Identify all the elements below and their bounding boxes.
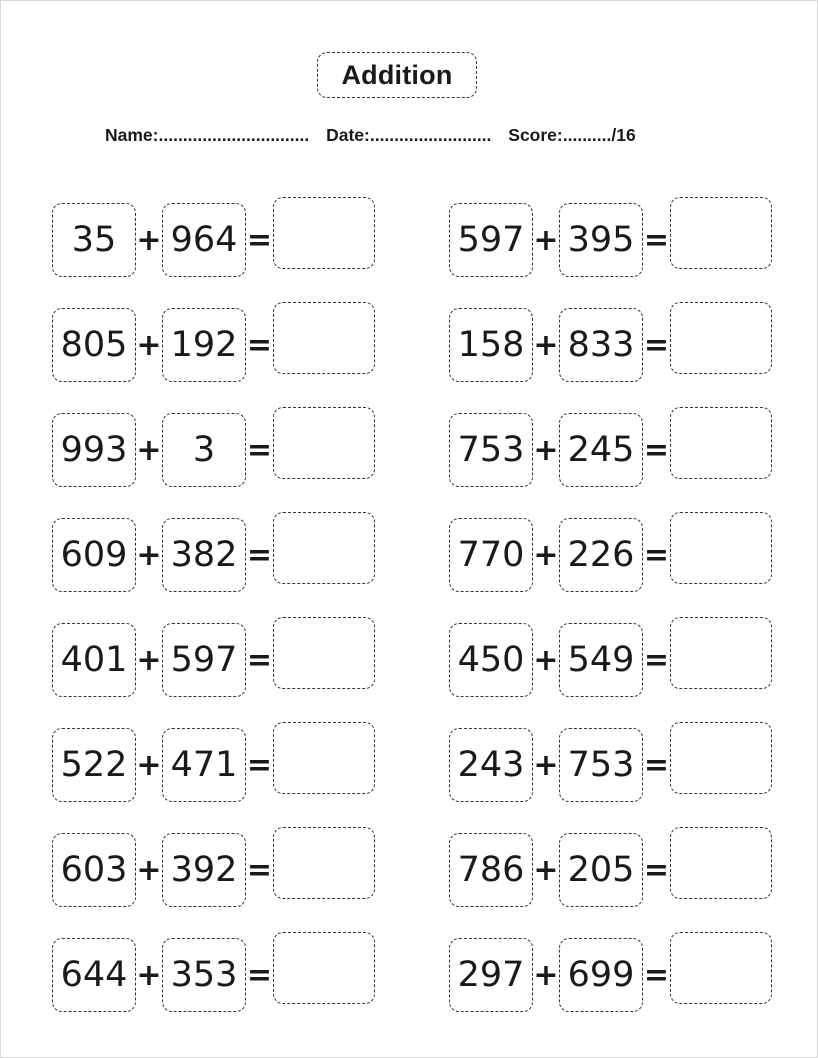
addend-box: 699: [559, 938, 643, 1012]
addend-box: 805: [52, 308, 136, 382]
addend-box: 243: [449, 728, 533, 802]
addend-box: 549: [559, 623, 643, 697]
addend-box: 609: [52, 518, 136, 592]
plus-sign: +: [136, 327, 162, 363]
addend-box: 158: [449, 308, 533, 382]
plus-sign: +: [136, 747, 162, 783]
worksheet-title-text: Addition: [341, 59, 453, 90]
addend-box: 522: [52, 728, 136, 802]
student-info-line: [105, 125, 745, 146]
equals-sign: =: [246, 852, 273, 888]
equals-sign: =: [643, 432, 670, 468]
addend-box: 450: [449, 623, 533, 697]
plus-sign: +: [533, 642, 559, 678]
answer-box[interactable]: [273, 827, 375, 899]
answer-box[interactable]: [670, 617, 772, 689]
addend-box: 3: [162, 413, 246, 487]
addend-box: 753: [449, 413, 533, 487]
addend-box: 993: [52, 413, 136, 487]
plus-sign: +: [533, 537, 559, 573]
addend-box: 753: [559, 728, 643, 802]
equals-sign: =: [246, 747, 273, 783]
score-field[interactable]: Score:........../16: [508, 125, 636, 145]
addend-box: 603: [52, 833, 136, 907]
answer-box[interactable]: [670, 407, 772, 479]
answer-box[interactable]: [273, 302, 375, 374]
plus-sign: +: [533, 957, 559, 993]
equals-sign: =: [643, 747, 670, 783]
plus-sign: +: [136, 222, 162, 258]
equals-sign: =: [643, 222, 670, 258]
addend-box: 205: [559, 833, 643, 907]
answer-box[interactable]: [670, 512, 772, 584]
date-field[interactable]: Date:.........................: [326, 125, 492, 145]
equals-sign: =: [246, 537, 273, 573]
equals-sign: =: [643, 537, 670, 573]
addend-box: 833: [559, 308, 643, 382]
addend-box: 786: [449, 833, 533, 907]
addend-box: 35: [52, 203, 136, 277]
plus-sign: +: [533, 222, 559, 258]
answer-box[interactable]: [273, 197, 375, 269]
addend-box: 395: [559, 203, 643, 277]
addend-box: 644: [52, 938, 136, 1012]
equals-sign: =: [246, 432, 273, 468]
addend-box: 353: [162, 938, 246, 1012]
addend-box: 382: [162, 518, 246, 592]
plus-sign: +: [533, 852, 559, 888]
addend-box: 297: [449, 938, 533, 1012]
equals-sign: =: [643, 957, 670, 993]
addend-box: 401: [52, 623, 136, 697]
plus-sign: +: [136, 852, 162, 888]
plus-sign: +: [136, 432, 162, 468]
plus-sign: +: [533, 747, 559, 783]
addend-box: 597: [449, 203, 533, 277]
addend-box: 192: [162, 308, 246, 382]
answer-box[interactable]: [273, 407, 375, 479]
equals-sign: =: [643, 327, 670, 363]
answer-box[interactable]: [670, 827, 772, 899]
equals-sign: =: [643, 642, 670, 678]
equals-sign: =: [246, 957, 273, 993]
plus-sign: +: [533, 432, 559, 468]
addend-box: 392: [162, 833, 246, 907]
answer-box[interactable]: [273, 932, 375, 1004]
plus-sign: +: [136, 957, 162, 993]
addend-box: 964: [162, 203, 246, 277]
plus-sign: +: [533, 327, 559, 363]
answer-box[interactable]: [273, 722, 375, 794]
answer-box[interactable]: [273, 617, 375, 689]
plus-sign: +: [136, 537, 162, 573]
answer-box[interactable]: [670, 197, 772, 269]
addend-box: 245: [559, 413, 643, 487]
addend-box: 770: [449, 518, 533, 592]
answer-box[interactable]: [273, 512, 375, 584]
equals-sign: =: [246, 642, 273, 678]
equals-sign: =: [246, 327, 273, 363]
addend-box: 597: [162, 623, 246, 697]
worksheet-title: [317, 52, 477, 98]
equals-sign: =: [246, 222, 273, 258]
answer-box[interactable]: [670, 302, 772, 374]
equals-sign: =: [643, 852, 670, 888]
addend-box: 226: [559, 518, 643, 592]
answer-box[interactable]: [670, 932, 772, 1004]
name-field[interactable]: Name:...............................: [105, 125, 310, 145]
addend-box: 471: [162, 728, 246, 802]
answer-box[interactable]: [670, 722, 772, 794]
plus-sign: +: [136, 642, 162, 678]
